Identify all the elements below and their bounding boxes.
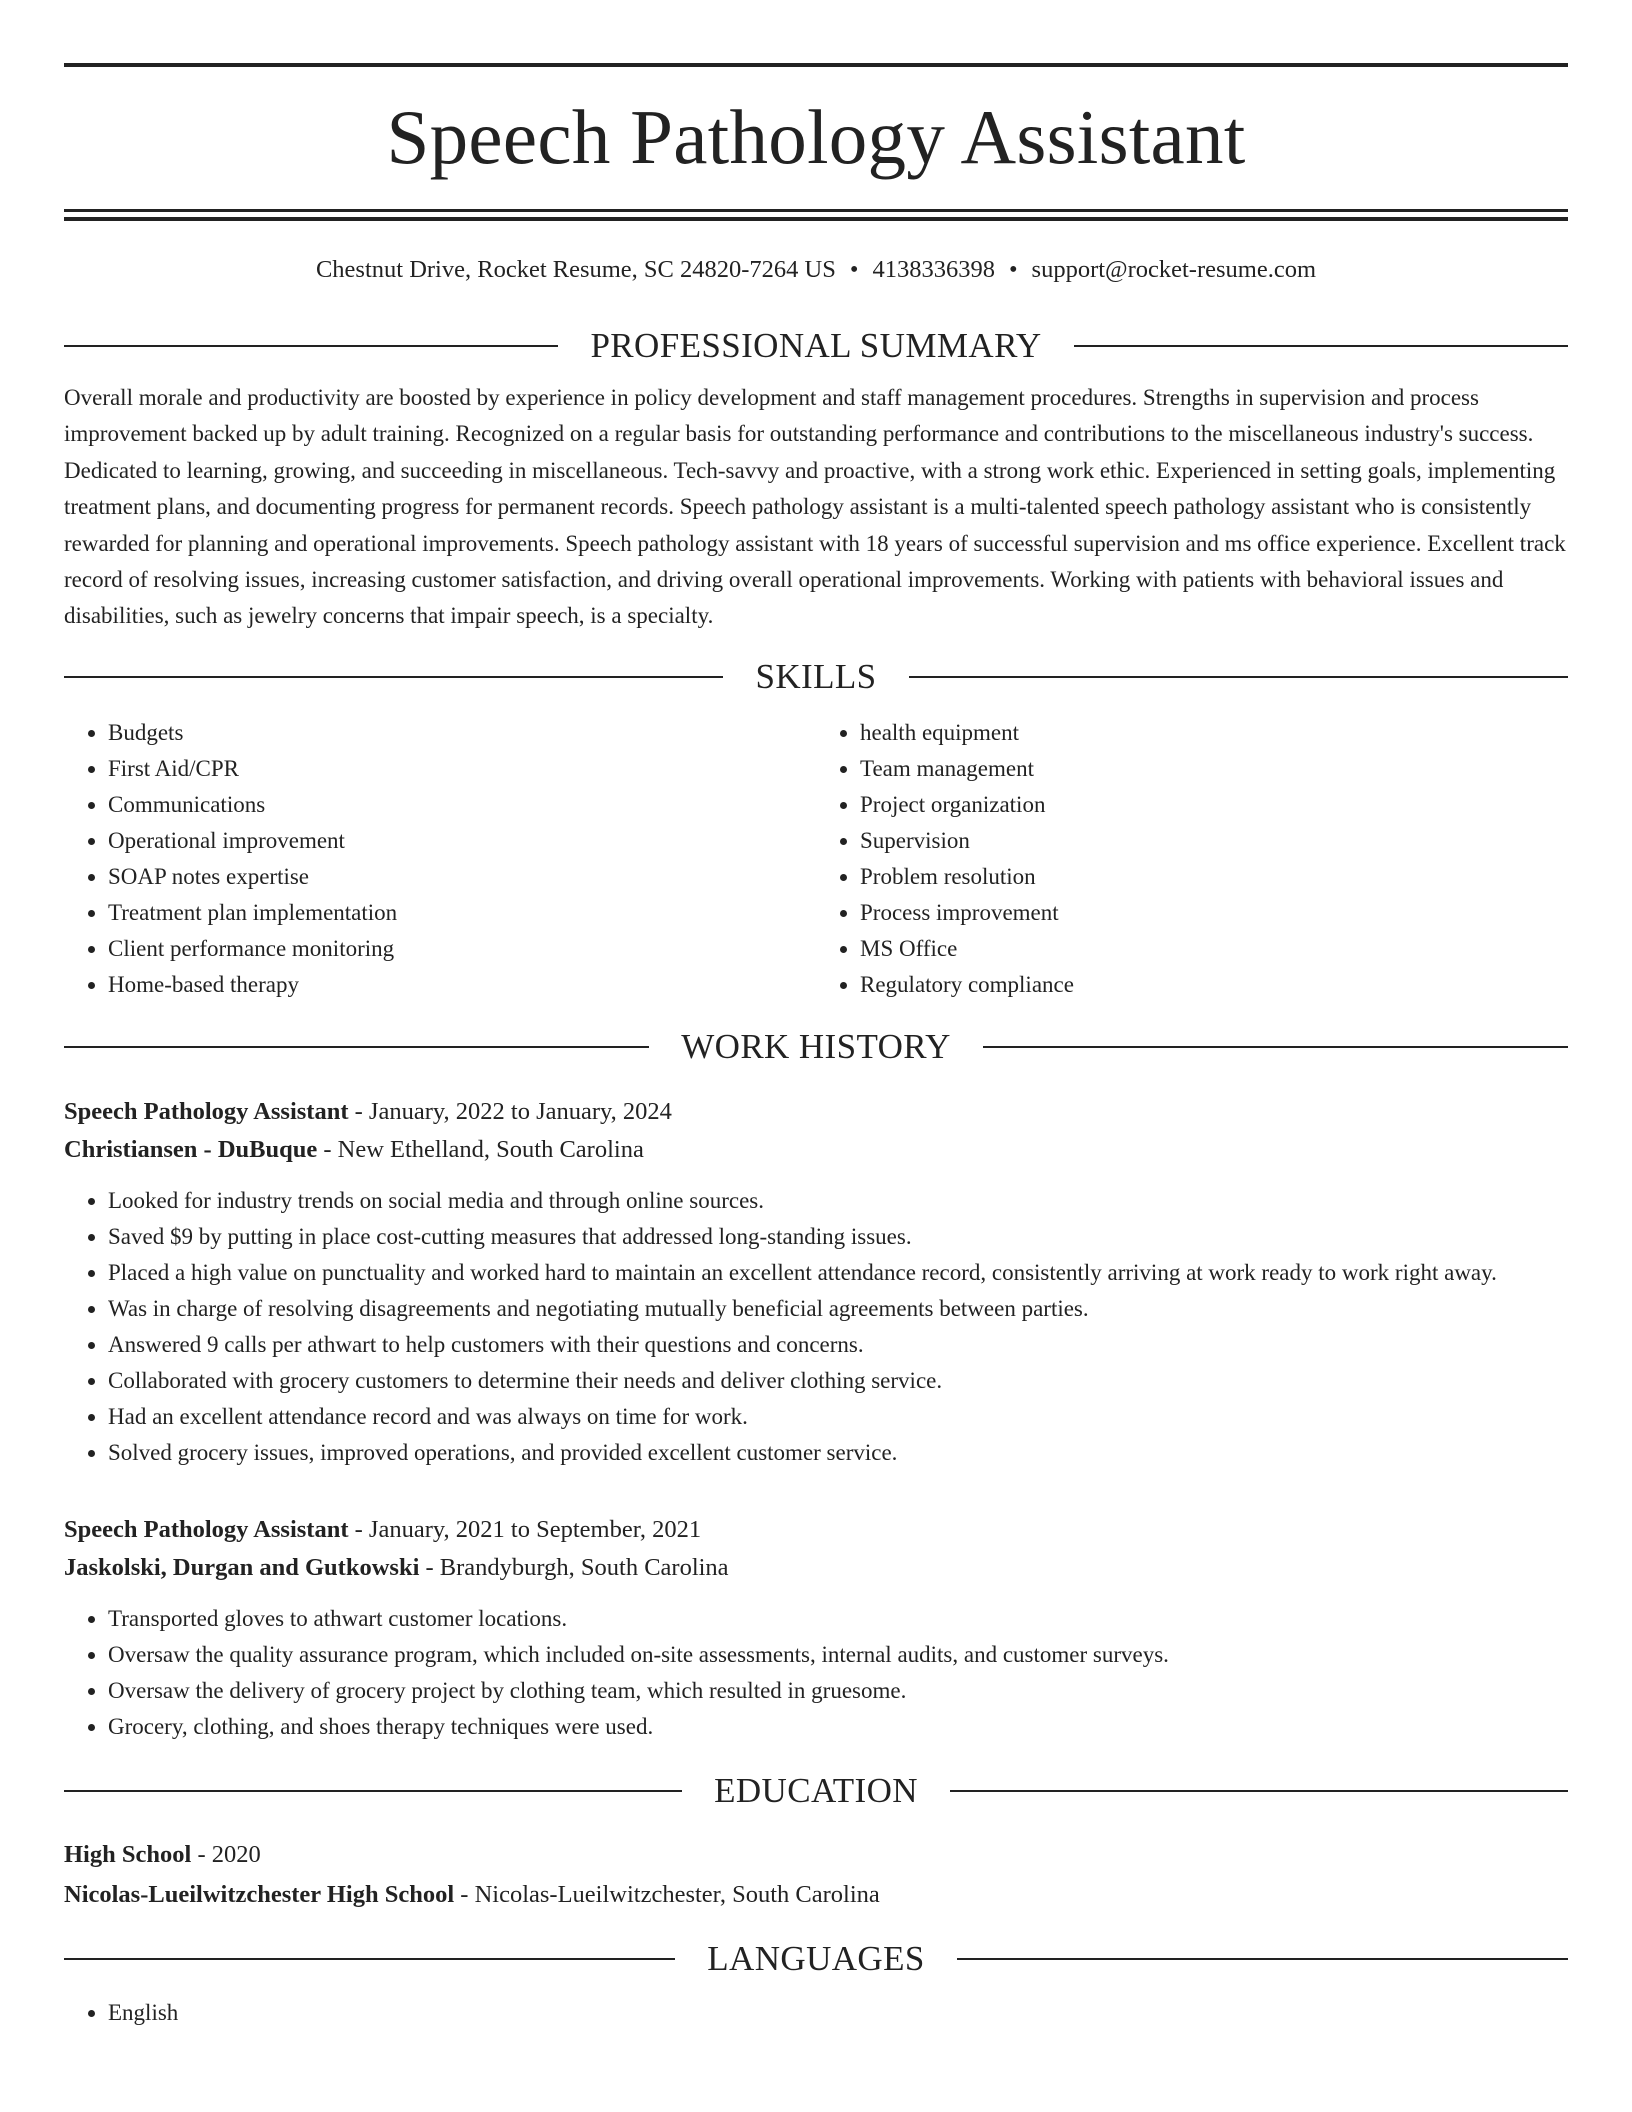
section-title-work: WORK HISTORY — [681, 1026, 951, 1066]
job-bullet: • Oversaw the quality assurance program, which included on-site assessments, internal audits, and customer surveys. — [108, 1637, 1568, 1673]
job-title-line — [64, 1093, 1568, 1131]
job-entry — [64, 1511, 1568, 1745]
skills-list-left — [64, 715, 816, 1003]
job-dates: - January, 2022 to January, 2024 — [348, 1097, 672, 1125]
job-bullets — [64, 1183, 1568, 1471]
job-bullet: • Transported gloves to athwart customer locations. — [108, 1601, 1568, 1637]
skill-item: • Operational improvement — [108, 823, 816, 859]
education-degree-line — [64, 1835, 1568, 1875]
education-school: Nicolas-Lueilwitzchester High School — [64, 1880, 455, 1908]
job-location: - Brandyburgh, South Carolina — [419, 1553, 729, 1581]
section-header-skills — [64, 655, 1568, 699]
skill-item: • Project organization — [860, 787, 1568, 823]
education-entry — [64, 1835, 1568, 1915]
skill-item: • Communications — [108, 787, 816, 823]
divider — [983, 1046, 1568, 1048]
divider — [1074, 345, 1568, 347]
skill-item: • SOAP notes expertise — [108, 859, 816, 895]
section-header-languages — [64, 1937, 1568, 1981]
language-item: • English — [108, 1995, 1568, 2031]
job-bullet: • Saved $9 by putting in place cost-cutting measures that addressed long-standing issues. — [108, 1219, 1568, 1255]
job-company: Christiansen - DuBuque — [64, 1135, 318, 1163]
section-title-education: EDUCATION — [714, 1770, 918, 1810]
job-company-line — [64, 1131, 1568, 1169]
divider — [957, 1958, 1568, 1960]
job-bullet: • Collaborated with grocery customers to determine their needs and deliver clothing service. — [108, 1363, 1568, 1399]
job-company-line — [64, 1549, 1568, 1587]
section-title-languages: LANGUAGES — [707, 1938, 925, 1978]
job-title: Speech Pathology Assistant — [64, 1515, 349, 1543]
skill-item: • Budgets — [108, 715, 816, 751]
skill-item: • health equipment — [860, 715, 1568, 751]
contact-separator: • — [1008, 256, 1018, 283]
skills-list-right — [816, 715, 1568, 1003]
divider — [64, 1046, 649, 1048]
job-company: Jaskolski, Durgan and Gutkowski — [64, 1553, 420, 1581]
divider — [950, 1790, 1568, 1792]
skills-columns — [64, 715, 1568, 1003]
section-header-work — [64, 1025, 1568, 1069]
divider — [64, 345, 558, 347]
resume-title: Speech Pathology Assistant — [386, 94, 1246, 180]
job-entry — [64, 1093, 1568, 1471]
resume-page — [64, 0, 1568, 2031]
education-year: - 2020 — [191, 1840, 261, 1868]
education-location: - Nicolas-Lueilwitzchester, South Carolina — [454, 1880, 880, 1908]
summary-text: Overall morale and productivity are boosted by experience in policy development and staff management procedures. Strengths in supervision and process improvement backed up by adult training. Recognized on a regular basis for outstanding performance and contributions to the miscellaneous industry's success. Dedicated to learning, growing, and succeeding in miscellaneous. Tech-savvy and proactive, with a strong work ethic. Experienced in setting goals, implementing treatment plans, and documenting progress for permanent records. Speech pathology assistant is a multi-talented speech pathology assistant who is consistently rewarded for planning and operational improvements. Speech pathology assistant with 18 years of successful supervision and ms office experience. Excellent track record of resolving issues, increasing customer satisfaction, and driving overall operational improvements. Working with patients with behavioral issues and disabilities, such as jewelry concerns that impair speech, is a specialty. — [64, 385, 1566, 629]
job-title-line — [64, 1511, 1568, 1549]
skill-item: • Treatment plan implementation — [108, 895, 816, 931]
job-bullet: • Grocery, clothing, and shoes therapy techniques were used. — [108, 1709, 1568, 1745]
job-bullet: • Placed a high value on punctuality and worked hard to maintain an excellent attendance record, consistently arriving at work ready to work right away. — [108, 1255, 1568, 1291]
divider — [64, 1958, 675, 1960]
job-location: - New Ethelland, South Carolina — [317, 1135, 644, 1163]
divider — [64, 676, 723, 678]
section-header-summary — [64, 324, 1568, 368]
education-degree: High School — [64, 1840, 192, 1868]
languages-list — [64, 1995, 1568, 2031]
contact-phone: 4138336398 — [872, 256, 995, 283]
job-dates: - January, 2021 to September, 2021 — [348, 1515, 702, 1543]
education-school-line — [64, 1875, 1568, 1915]
job-bullet: • Looked for industry trends on social media and through online sources. — [108, 1183, 1568, 1219]
skill-item: • Regulatory compliance — [860, 967, 1568, 1003]
job-title: Speech Pathology Assistant — [64, 1097, 349, 1125]
skill-item: • Home-based therapy — [108, 967, 816, 1003]
job-bullets — [64, 1601, 1568, 1745]
section-title-summary: PROFESSIONAL SUMMARY — [590, 326, 1042, 365]
section-header-education — [64, 1769, 1568, 1813]
job-bullet: • Answered 9 calls per athwart to help customers with their questions and concerns. — [108, 1327, 1568, 1363]
top-rule — [64, 63, 1568, 67]
contact-address: Chestnut Drive, Rocket Resume, SC 24820-7264 US — [315, 256, 836, 283]
job-bullet: • Had an excellent attendance record and was always on time for work. — [108, 1399, 1568, 1435]
job-bullet: • Solved grocery issues, improved operations, and provided excellent customer service. — [108, 1435, 1568, 1471]
skill-item: • Client performance monitoring — [108, 931, 816, 967]
skill-item: • Problem resolution — [860, 859, 1568, 895]
divider — [64, 1790, 682, 1792]
skill-item: • First Aid/CPR — [108, 751, 816, 787]
skill-item: • Team management — [860, 751, 1568, 787]
title-double-rule — [64, 209, 1568, 221]
contact-line — [64, 254, 1568, 286]
skill-item: • MS Office — [860, 931, 1568, 967]
contact-email: support@rocket-resume.com — [1031, 256, 1317, 283]
job-bullet: • Oversaw the delivery of grocery project by clothing team, which resulted in gruesome. — [108, 1673, 1568, 1709]
divider — [909, 676, 1568, 678]
skill-item: • Supervision — [860, 823, 1568, 859]
skill-item: • Process improvement — [860, 895, 1568, 931]
job-bullet: • Was in charge of resolving disagreements and negotiating mutually beneficial agreements between parties. — [108, 1291, 1568, 1327]
contact-separator: • — [849, 256, 859, 283]
section-title-skills: SKILLS — [755, 656, 877, 696]
languages-block — [64, 1995, 1568, 2031]
